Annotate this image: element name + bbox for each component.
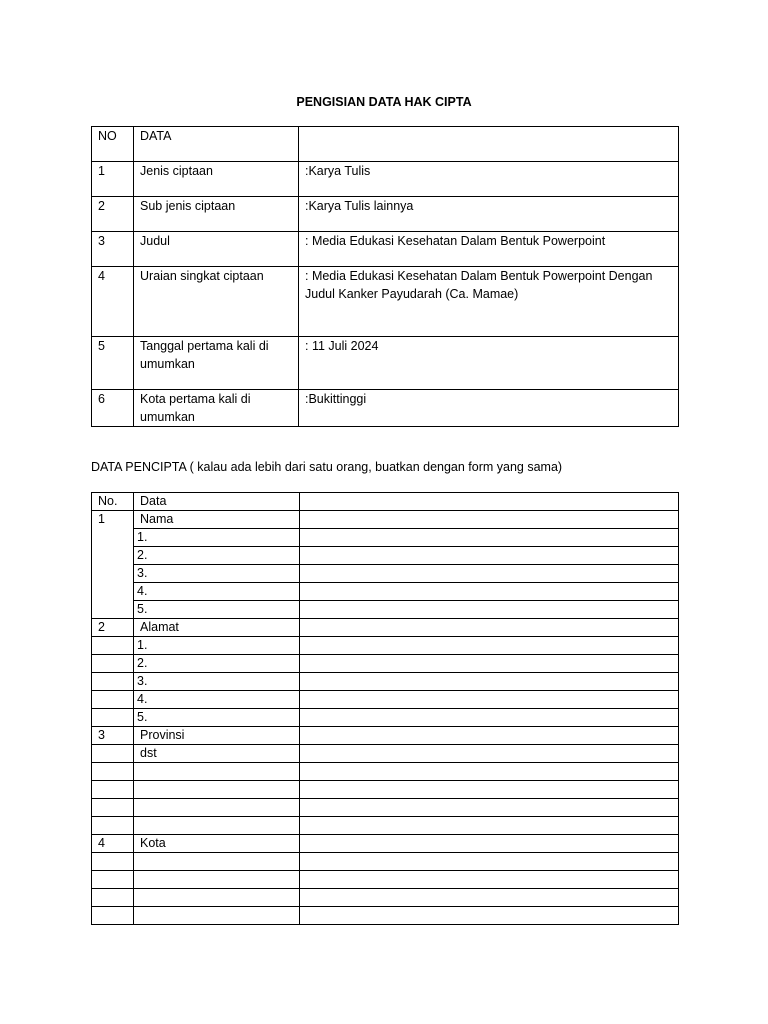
row-value: :Karya Tulis (299, 162, 679, 197)
row-value (300, 691, 679, 709)
row-value (300, 799, 679, 817)
row-no (92, 547, 134, 565)
header-value (299, 127, 679, 162)
pencipta-data-table (91, 492, 679, 925)
row-value: :Bukittinggi (299, 390, 679, 427)
row-no: 4 (92, 835, 134, 853)
row-label: Provinsi (134, 727, 300, 745)
row-value (300, 817, 679, 835)
row-value: :Karya Tulis lainnya (299, 197, 679, 232)
table-row (92, 817, 679, 835)
row-value (300, 871, 679, 889)
row-no: 6 (92, 390, 134, 427)
row-label: 1. (134, 529, 300, 547)
table-header-row (92, 493, 679, 511)
row-value (300, 889, 679, 907)
row-no (92, 853, 134, 871)
row-no (92, 691, 134, 709)
row-value (300, 835, 679, 853)
table-row (92, 197, 679, 232)
row-value: : Media Edukasi Kesehatan Dalam Bentuk Powerpoint (299, 232, 679, 267)
row-label (134, 889, 300, 907)
table-row (92, 889, 679, 907)
table-row (92, 781, 679, 799)
row-no (92, 601, 134, 619)
row-value (300, 511, 679, 529)
row-value (300, 655, 679, 673)
row-no (92, 709, 134, 727)
row-value (300, 853, 679, 871)
row-label: dst (134, 745, 300, 763)
row-value: : 11 Juli 2024 (299, 337, 679, 390)
table-row (92, 337, 679, 390)
row-value (300, 727, 679, 745)
row-label: 3. (134, 565, 300, 583)
row-value (300, 547, 679, 565)
table-row (92, 763, 679, 781)
table-row (92, 511, 679, 529)
row-no: 5 (92, 337, 134, 390)
row-value (300, 565, 679, 583)
table-row (92, 565, 679, 583)
row-label: 4. (134, 583, 300, 601)
row-no (92, 799, 134, 817)
table-row (92, 745, 679, 763)
row-no (92, 583, 134, 601)
header-no: NO (92, 127, 134, 162)
row-label: 1. (134, 637, 300, 655)
table-row (92, 583, 679, 601)
table-row (92, 267, 679, 337)
row-no (92, 745, 134, 763)
table-row (92, 709, 679, 727)
row-label: 5. (134, 709, 300, 727)
table-row (92, 655, 679, 673)
row-label: Kota pertama kali di umumkan (134, 390, 299, 427)
row-label: Jenis ciptaan (134, 162, 299, 197)
header-data: DATA (134, 127, 299, 162)
row-label (134, 871, 300, 889)
row-no (92, 655, 134, 673)
table-row (92, 529, 679, 547)
row-value (300, 619, 679, 637)
table-row (92, 547, 679, 565)
row-no: 3 (92, 232, 134, 267)
row-label (134, 907, 300, 925)
row-label: 4. (134, 691, 300, 709)
row-no: 2 (92, 197, 134, 232)
row-no: 3 (92, 727, 134, 745)
row-value (300, 637, 679, 655)
row-no (92, 889, 134, 907)
table-header-row (92, 127, 679, 162)
row-no: 2 (92, 619, 134, 637)
row-no (92, 637, 134, 655)
row-value (300, 709, 679, 727)
row-value (300, 781, 679, 799)
header-no: No. (92, 493, 134, 511)
table-row (92, 853, 679, 871)
row-value: : Media Edukasi Kesehatan Dalam Bentuk Powerpoint Dengan Judul Kanker Payudarah (Ca. Mamae) (299, 267, 679, 337)
row-label (134, 763, 300, 781)
table-row (92, 601, 679, 619)
table-row (92, 691, 679, 709)
row-no (92, 907, 134, 925)
table-row (92, 637, 679, 655)
row-value (300, 601, 679, 619)
row-label (134, 853, 300, 871)
row-no (92, 871, 134, 889)
table-row (92, 835, 679, 853)
row-value (300, 673, 679, 691)
table-row (92, 232, 679, 267)
row-value (300, 529, 679, 547)
row-no: 1 (92, 162, 134, 197)
table-row (92, 673, 679, 691)
table-row (92, 727, 679, 745)
table-row (92, 162, 679, 197)
row-label: Judul (134, 232, 299, 267)
pencipta-section-heading: DATA PENCIPTA ( kalau ada lebih dari satu orang, buatkan dengan form yang sama) (91, 460, 563, 474)
row-label: Uraian singkat ciptaan (134, 267, 299, 337)
row-label: Alamat (134, 619, 300, 637)
row-no (92, 529, 134, 547)
hak-cipta-data-table (91, 126, 679, 427)
row-no: 1 (92, 511, 134, 529)
row-label: Nama (134, 511, 300, 529)
row-no (92, 565, 134, 583)
table-row (92, 871, 679, 889)
row-no (92, 763, 134, 781)
row-no (92, 817, 134, 835)
row-label: 5. (134, 601, 300, 619)
row-no: 4 (92, 267, 134, 337)
row-no (92, 781, 134, 799)
row-label: 2. (134, 547, 300, 565)
row-label: Sub jenis ciptaan (134, 197, 299, 232)
row-label (134, 799, 300, 817)
header-value (300, 493, 679, 511)
row-label (134, 817, 300, 835)
header-data: Data (134, 493, 300, 511)
row-value (300, 745, 679, 763)
table-row (92, 907, 679, 925)
row-label: Tanggal pertama kali di umumkan (134, 337, 299, 390)
table-row (92, 619, 679, 637)
table-row (92, 390, 679, 427)
document-title: PENGISIAN DATA HAK CIPTA (296, 95, 472, 109)
row-value (300, 763, 679, 781)
row-label: 3. (134, 673, 300, 691)
row-no (92, 673, 134, 691)
row-label (134, 781, 300, 799)
row-value (300, 907, 679, 925)
row-label: 2. (134, 655, 300, 673)
row-value (300, 583, 679, 601)
table-row (92, 799, 679, 817)
row-label: Kota (134, 835, 300, 853)
